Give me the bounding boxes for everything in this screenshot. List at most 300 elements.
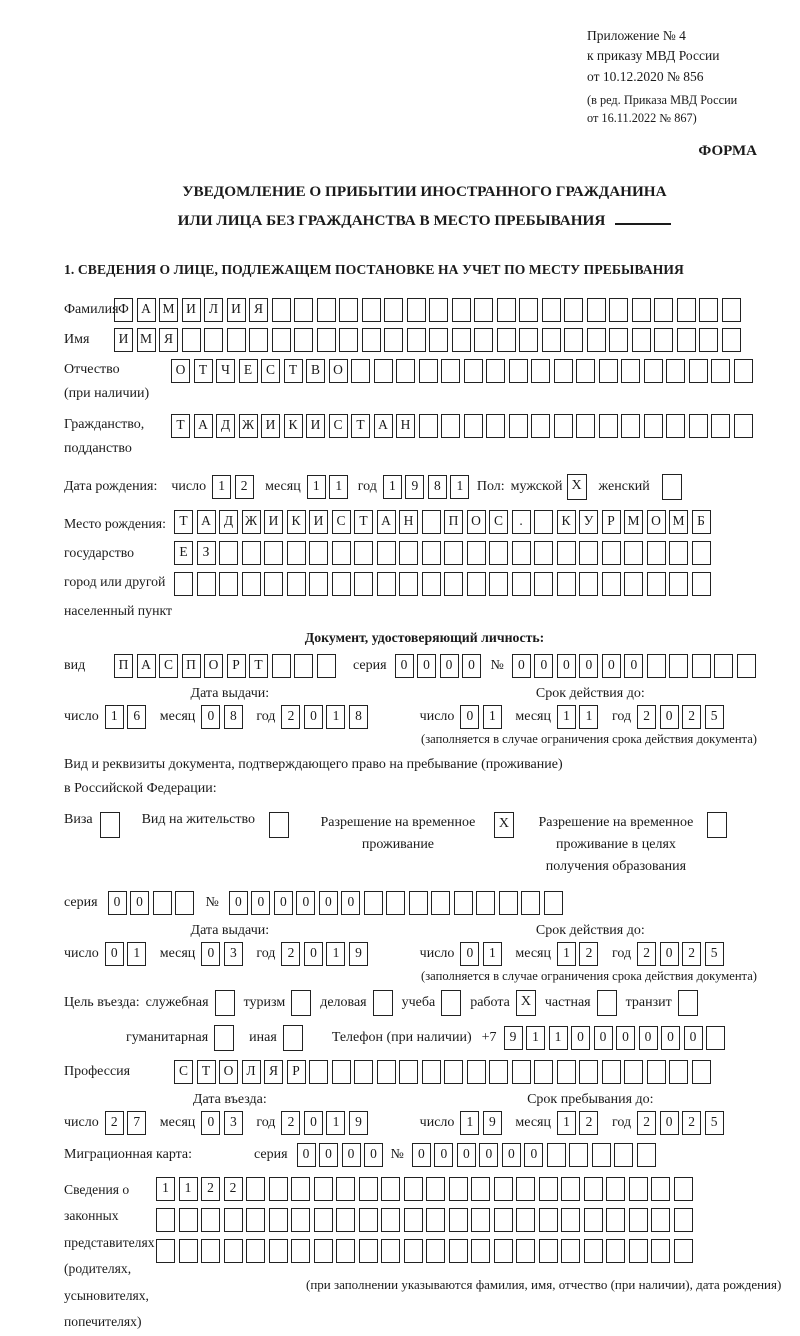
char-box[interactable] xyxy=(557,572,576,596)
char-box[interactable] xyxy=(419,414,438,438)
char-box[interactable] xyxy=(677,298,696,322)
char-box[interactable] xyxy=(422,1060,441,1084)
char-box[interactable] xyxy=(467,572,486,596)
char-box[interactable]: 2 xyxy=(682,705,701,729)
char-box[interactable] xyxy=(269,1208,288,1232)
char-box[interactable] xyxy=(539,1239,558,1263)
char-box[interactable] xyxy=(362,328,381,352)
char-box[interactable] xyxy=(332,1060,351,1084)
char-box[interactable] xyxy=(542,328,561,352)
char-box[interactable] xyxy=(509,414,528,438)
char-box[interactable]: 0 xyxy=(502,1143,521,1167)
char-box[interactable]: 0 xyxy=(364,1143,383,1167)
char-box[interactable] xyxy=(309,1060,328,1084)
char-box[interactable] xyxy=(606,1208,625,1232)
char-box[interactable] xyxy=(651,1239,670,1263)
char-box[interactable]: 0 xyxy=(319,891,338,915)
char-box[interactable] xyxy=(309,541,328,565)
char-box[interactable] xyxy=(409,891,428,915)
char-box[interactable]: 0 xyxy=(201,942,220,966)
char-box[interactable] xyxy=(579,572,598,596)
char-box[interactable] xyxy=(332,541,351,565)
char-box[interactable] xyxy=(246,1177,265,1201)
char-box[interactable] xyxy=(201,1208,220,1232)
char-box[interactable] xyxy=(632,328,651,352)
char-box[interactable] xyxy=(587,298,606,322)
char-box[interactable] xyxy=(422,510,441,534)
char-box[interactable] xyxy=(399,541,418,565)
char-box[interactable] xyxy=(494,1177,513,1201)
char-box[interactable] xyxy=(264,572,283,596)
char-box[interactable] xyxy=(449,1208,468,1232)
char-box[interactable]: Т xyxy=(194,359,213,383)
char-box[interactable] xyxy=(464,359,483,383)
char-box[interactable]: С xyxy=(489,510,508,534)
char-box[interactable] xyxy=(561,1239,580,1263)
char-box[interactable] xyxy=(629,1239,648,1263)
char-box[interactable] xyxy=(544,891,563,915)
char-box[interactable] xyxy=(534,572,553,596)
char-box[interactable] xyxy=(689,359,708,383)
char-box[interactable] xyxy=(669,1060,688,1084)
char-box[interactable]: Р xyxy=(287,1060,306,1084)
char-box[interactable]: О xyxy=(219,1060,238,1084)
char-box[interactable]: 1 xyxy=(383,475,402,499)
char-box[interactable]: 0 xyxy=(639,1026,658,1050)
char-box[interactable] xyxy=(494,1239,513,1263)
char-box[interactable]: 2 xyxy=(235,475,254,499)
char-box[interactable] xyxy=(474,298,493,322)
char-box[interactable]: И xyxy=(264,510,283,534)
char-box[interactable]: 1 xyxy=(212,475,231,499)
char-box[interactable] xyxy=(224,1239,243,1263)
char-box[interactable]: 0 xyxy=(395,654,414,678)
char-box[interactable]: С xyxy=(261,359,280,383)
char-box[interactable] xyxy=(666,414,685,438)
char-box[interactable] xyxy=(386,891,405,915)
char-box[interactable] xyxy=(332,572,351,596)
char-box[interactable] xyxy=(374,359,393,383)
char-box[interactable]: А xyxy=(137,298,156,322)
char-box[interactable] xyxy=(531,359,550,383)
char-box[interactable]: 0 xyxy=(579,654,598,678)
char-box[interactable]: 7 xyxy=(127,1111,146,1135)
char-box[interactable]: 0 xyxy=(440,654,459,678)
char-box[interactable] xyxy=(516,1208,535,1232)
char-box[interactable] xyxy=(294,328,313,352)
char-box[interactable] xyxy=(359,1239,378,1263)
char-box[interactable]: 9 xyxy=(349,1111,368,1135)
char-box[interactable] xyxy=(651,1177,670,1201)
char-box[interactable]: 1 xyxy=(179,1177,198,1201)
char-box[interactable]: 2 xyxy=(281,942,300,966)
char-box[interactable] xyxy=(467,1060,486,1084)
char-box[interactable]: 0 xyxy=(460,942,479,966)
char-box[interactable]: А xyxy=(377,510,396,534)
char-box[interactable] xyxy=(711,359,730,383)
char-box[interactable]: 0 xyxy=(661,1026,680,1050)
char-box[interactable] xyxy=(666,359,685,383)
char-box[interactable] xyxy=(467,541,486,565)
char-box[interactable]: 5 xyxy=(705,942,724,966)
char-box[interactable]: 0 xyxy=(602,654,621,678)
temp-residence-education-checkbox[interactable] xyxy=(707,812,727,838)
char-box[interactable] xyxy=(291,1239,310,1263)
char-box[interactable]: 0 xyxy=(296,891,315,915)
char-box[interactable] xyxy=(449,1239,468,1263)
char-box[interactable]: 0 xyxy=(594,1026,613,1050)
char-box[interactable] xyxy=(246,1239,265,1263)
char-box[interactable] xyxy=(272,654,291,678)
char-box[interactable] xyxy=(182,328,201,352)
char-box[interactable]: 0 xyxy=(624,654,643,678)
char-box[interactable]: 8 xyxy=(224,705,243,729)
char-box[interactable] xyxy=(407,298,426,322)
char-box[interactable] xyxy=(272,298,291,322)
purpose-work-checkbox[interactable]: X xyxy=(516,990,536,1016)
char-box[interactable] xyxy=(637,1143,656,1167)
char-box[interactable]: 0 xyxy=(660,705,679,729)
char-box[interactable] xyxy=(174,572,193,596)
char-box[interactable]: . xyxy=(512,510,531,534)
char-box[interactable] xyxy=(692,572,711,596)
char-box[interactable]: Ж xyxy=(239,414,258,438)
char-box[interactable]: 0 xyxy=(319,1143,338,1167)
char-box[interactable]: Т xyxy=(284,359,303,383)
char-box[interactable] xyxy=(429,328,448,352)
char-box[interactable]: 0 xyxy=(304,1111,323,1135)
char-box[interactable] xyxy=(204,328,223,352)
char-box[interactable]: П xyxy=(444,510,463,534)
char-box[interactable]: Т xyxy=(174,510,193,534)
char-box[interactable] xyxy=(516,1177,535,1201)
char-box[interactable]: Е xyxy=(174,541,193,565)
char-box[interactable]: Т xyxy=(249,654,268,678)
char-box[interactable] xyxy=(422,572,441,596)
char-box[interactable] xyxy=(471,1239,490,1263)
char-box[interactable]: 1 xyxy=(156,1177,175,1201)
char-box[interactable]: 5 xyxy=(705,705,724,729)
char-box[interactable] xyxy=(336,1239,355,1263)
char-box[interactable]: 9 xyxy=(483,1111,502,1135)
char-box[interactable] xyxy=(519,298,538,322)
char-box[interactable]: 1 xyxy=(526,1026,545,1050)
purpose-other-checkbox[interactable] xyxy=(283,1025,303,1051)
char-box[interactable] xyxy=(579,541,598,565)
char-box[interactable]: 5 xyxy=(705,1111,724,1135)
char-box[interactable]: Ч xyxy=(216,359,235,383)
char-box[interactable] xyxy=(554,414,573,438)
char-box[interactable] xyxy=(689,414,708,438)
char-box[interactable] xyxy=(486,359,505,383)
title-blank-line[interactable] xyxy=(615,223,671,225)
char-box[interactable] xyxy=(242,541,261,565)
purpose-study-checkbox[interactable] xyxy=(441,990,461,1016)
char-box[interactable] xyxy=(647,654,666,678)
char-box[interactable]: 3 xyxy=(224,1111,243,1135)
char-box[interactable]: 1 xyxy=(557,705,576,729)
char-box[interactable]: 1 xyxy=(460,1111,479,1135)
char-box[interactable] xyxy=(407,328,426,352)
char-box[interactable] xyxy=(219,572,238,596)
char-box[interactable] xyxy=(557,541,576,565)
char-box[interactable] xyxy=(362,298,381,322)
char-box[interactable] xyxy=(692,1060,711,1084)
char-box[interactable] xyxy=(489,572,508,596)
char-box[interactable] xyxy=(336,1208,355,1232)
char-box[interactable]: 2 xyxy=(224,1177,243,1201)
char-box[interactable]: П xyxy=(114,654,133,678)
char-box[interactable]: А xyxy=(137,654,156,678)
gender-female-checkbox[interactable] xyxy=(662,474,682,500)
char-box[interactable] xyxy=(584,1208,603,1232)
char-box[interactable] xyxy=(539,1208,558,1232)
char-box[interactable] xyxy=(336,1177,355,1201)
char-box[interactable]: 0 xyxy=(660,942,679,966)
char-box[interactable]: 0 xyxy=(512,654,531,678)
purpose-official-checkbox[interactable] xyxy=(215,990,235,1016)
char-box[interactable] xyxy=(197,572,216,596)
char-box[interactable]: 9 xyxy=(405,475,424,499)
char-box[interactable] xyxy=(454,891,473,915)
char-box[interactable]: 0 xyxy=(571,1026,590,1050)
char-box[interactable] xyxy=(699,328,718,352)
char-box[interactable] xyxy=(564,298,583,322)
char-box[interactable]: А xyxy=(374,414,393,438)
char-box[interactable] xyxy=(534,510,553,534)
char-box[interactable] xyxy=(287,541,306,565)
char-box[interactable] xyxy=(452,328,471,352)
char-box[interactable] xyxy=(471,1208,490,1232)
char-box[interactable] xyxy=(606,1177,625,1201)
char-box[interactable] xyxy=(699,298,718,322)
char-box[interactable]: О xyxy=(171,359,190,383)
char-box[interactable] xyxy=(644,359,663,383)
char-box[interactable] xyxy=(602,572,621,596)
char-box[interactable]: 1 xyxy=(557,942,576,966)
char-box[interactable]: 2 xyxy=(637,1111,656,1135)
char-box[interactable]: 2 xyxy=(579,1111,598,1135)
char-box[interactable] xyxy=(512,1060,531,1084)
char-box[interactable] xyxy=(291,1177,310,1201)
purpose-humanitarian-checkbox[interactable] xyxy=(214,1025,234,1051)
char-box[interactable] xyxy=(153,891,172,915)
char-box[interactable]: П xyxy=(182,654,201,678)
char-box[interactable] xyxy=(359,1208,378,1232)
char-box[interactable] xyxy=(629,1177,648,1201)
char-box[interactable]: 0 xyxy=(616,1026,635,1050)
char-box[interactable] xyxy=(531,414,550,438)
char-box[interactable]: О xyxy=(204,654,223,678)
char-box[interactable]: Т xyxy=(197,1060,216,1084)
char-box[interactable] xyxy=(476,891,495,915)
char-box[interactable] xyxy=(381,1208,400,1232)
char-box[interactable] xyxy=(291,1208,310,1232)
char-box[interactable]: Л xyxy=(204,298,223,322)
residence-permit-checkbox[interactable] xyxy=(269,812,289,838)
char-box[interactable] xyxy=(714,654,733,678)
char-box[interactable] xyxy=(246,1208,265,1232)
char-box[interactable]: 2 xyxy=(201,1177,220,1201)
char-box[interactable] xyxy=(317,654,336,678)
char-box[interactable]: 0 xyxy=(417,654,436,678)
char-box[interactable]: 0 xyxy=(130,891,149,915)
char-box[interactable] xyxy=(602,541,621,565)
char-box[interactable]: М xyxy=(669,510,688,534)
char-box[interactable]: С xyxy=(332,510,351,534)
char-box[interactable] xyxy=(444,572,463,596)
char-box[interactable] xyxy=(269,1239,288,1263)
char-box[interactable]: 0 xyxy=(557,654,576,678)
char-box[interactable] xyxy=(561,1177,580,1201)
char-box[interactable] xyxy=(384,328,403,352)
char-box[interactable]: 8 xyxy=(428,475,447,499)
char-box[interactable]: 0 xyxy=(297,1143,316,1167)
char-box[interactable] xyxy=(351,359,370,383)
char-box[interactable] xyxy=(227,328,246,352)
char-box[interactable] xyxy=(674,1208,693,1232)
char-box[interactable] xyxy=(584,1177,603,1201)
char-box[interactable]: 2 xyxy=(105,1111,124,1135)
char-box[interactable]: 1 xyxy=(307,475,326,499)
char-box[interactable] xyxy=(314,1239,333,1263)
char-box[interactable] xyxy=(674,1239,693,1263)
char-box[interactable]: 0 xyxy=(274,891,293,915)
char-box[interactable]: О xyxy=(329,359,348,383)
char-box[interactable] xyxy=(381,1177,400,1201)
char-box[interactable]: 0 xyxy=(229,891,248,915)
char-box[interactable] xyxy=(429,298,448,322)
char-box[interactable]: И xyxy=(227,298,246,322)
char-box[interactable]: Д xyxy=(216,414,235,438)
char-box[interactable] xyxy=(632,298,651,322)
char-box[interactable] xyxy=(474,328,493,352)
char-box[interactable] xyxy=(557,1060,576,1084)
char-box[interactable] xyxy=(339,328,358,352)
char-box[interactable] xyxy=(509,359,528,383)
char-box[interactable] xyxy=(706,1026,725,1050)
char-box[interactable] xyxy=(242,572,261,596)
char-box[interactable]: 1 xyxy=(326,1111,345,1135)
char-box[interactable]: З xyxy=(197,541,216,565)
char-box[interactable] xyxy=(384,298,403,322)
char-box[interactable]: 0 xyxy=(457,1143,476,1167)
char-box[interactable]: Р xyxy=(227,654,246,678)
char-box[interactable] xyxy=(264,541,283,565)
char-box[interactable] xyxy=(287,572,306,596)
char-box[interactable] xyxy=(576,414,595,438)
char-box[interactable] xyxy=(497,328,516,352)
char-box[interactable] xyxy=(317,328,336,352)
char-box[interactable] xyxy=(404,1208,423,1232)
temp-residence-checkbox[interactable]: X xyxy=(494,812,514,838)
char-box[interactable]: И xyxy=(182,298,201,322)
char-box[interactable] xyxy=(381,1239,400,1263)
char-box[interactable] xyxy=(599,359,618,383)
char-box[interactable] xyxy=(441,414,460,438)
char-box[interactable] xyxy=(339,298,358,322)
purpose-private-checkbox[interactable] xyxy=(597,990,617,1016)
char-box[interactable] xyxy=(519,328,538,352)
char-box[interactable] xyxy=(624,572,643,596)
char-box[interactable] xyxy=(156,1239,175,1263)
char-box[interactable] xyxy=(354,1060,373,1084)
char-box[interactable]: М xyxy=(159,298,178,322)
char-box[interactable]: М xyxy=(624,510,643,534)
char-box[interactable] xyxy=(602,1060,621,1084)
char-box[interactable] xyxy=(539,1177,558,1201)
char-box[interactable] xyxy=(534,541,553,565)
char-box[interactable] xyxy=(737,654,756,678)
char-box[interactable]: 0 xyxy=(304,942,323,966)
char-box[interactable] xyxy=(669,572,688,596)
char-box[interactable] xyxy=(647,572,666,596)
char-box[interactable] xyxy=(621,359,640,383)
char-box[interactable] xyxy=(542,298,561,322)
char-box[interactable]: К xyxy=(287,510,306,534)
char-box[interactable]: 0 xyxy=(201,1111,220,1135)
char-box[interactable]: 1 xyxy=(483,942,502,966)
char-box[interactable] xyxy=(179,1239,198,1263)
char-box[interactable] xyxy=(404,1239,423,1263)
char-box[interactable]: М xyxy=(137,328,156,352)
char-box[interactable] xyxy=(377,541,396,565)
char-box[interactable]: 8 xyxy=(349,705,368,729)
char-box[interactable]: 2 xyxy=(682,1111,701,1135)
char-box[interactable] xyxy=(377,572,396,596)
char-box[interactable] xyxy=(317,298,336,322)
char-box[interactable] xyxy=(399,1060,418,1084)
char-box[interactable] xyxy=(599,414,618,438)
char-box[interactable] xyxy=(489,1060,508,1084)
char-box[interactable] xyxy=(156,1208,175,1232)
char-box[interactable] xyxy=(314,1177,333,1201)
char-box[interactable] xyxy=(547,1143,566,1167)
char-box[interactable] xyxy=(534,1060,553,1084)
char-box[interactable]: 1 xyxy=(549,1026,568,1050)
char-box[interactable]: И xyxy=(306,414,325,438)
char-box[interactable] xyxy=(692,654,711,678)
char-box[interactable] xyxy=(579,1060,598,1084)
char-box[interactable]: Е xyxy=(239,359,258,383)
char-box[interactable]: Ж xyxy=(242,510,261,534)
char-box[interactable]: У xyxy=(579,510,598,534)
char-box[interactable]: Я xyxy=(159,328,178,352)
char-box[interactable] xyxy=(677,328,696,352)
char-box[interactable] xyxy=(431,891,450,915)
char-box[interactable]: Т xyxy=(351,414,370,438)
char-box[interactable]: С xyxy=(159,654,178,678)
char-box[interactable] xyxy=(609,328,628,352)
char-box[interactable] xyxy=(179,1208,198,1232)
char-box[interactable]: 1 xyxy=(326,705,345,729)
char-box[interactable] xyxy=(497,298,516,322)
char-box[interactable]: С xyxy=(174,1060,193,1084)
char-box[interactable] xyxy=(464,414,483,438)
char-box[interactable]: А xyxy=(194,414,213,438)
char-box[interactable] xyxy=(512,572,531,596)
char-box[interactable] xyxy=(422,541,441,565)
char-box[interactable]: 2 xyxy=(682,942,701,966)
char-box[interactable] xyxy=(734,359,753,383)
char-box[interactable] xyxy=(576,359,595,383)
char-box[interactable] xyxy=(272,328,291,352)
purpose-business-checkbox[interactable] xyxy=(373,990,393,1016)
char-box[interactable]: 0 xyxy=(660,1111,679,1135)
char-box[interactable]: 1 xyxy=(329,475,348,499)
char-box[interactable] xyxy=(669,541,688,565)
char-box[interactable]: Р xyxy=(602,510,621,534)
